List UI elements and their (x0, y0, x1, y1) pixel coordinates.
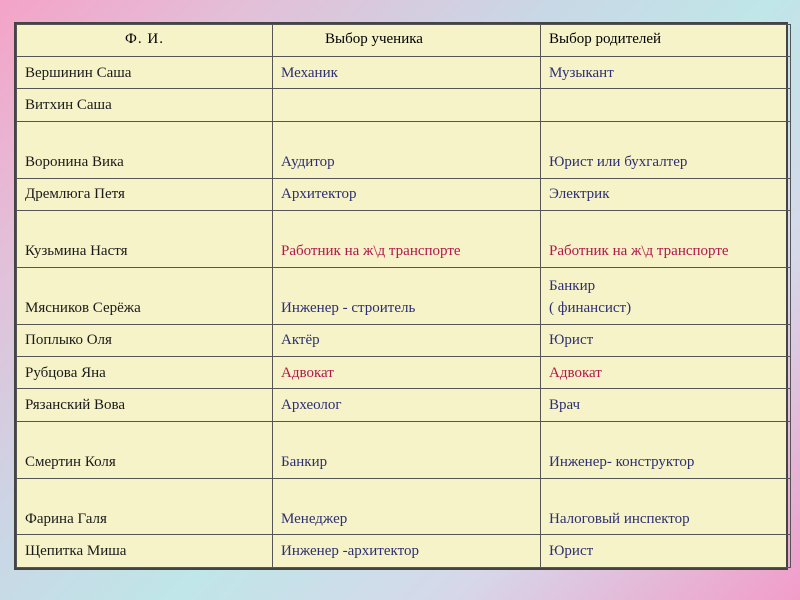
header-parents-choice: Выбор родителей (541, 25, 791, 57)
table-row (17, 178, 791, 210)
table-row (17, 478, 791, 535)
pupil-choice: Аудитор (273, 121, 541, 178)
table-row (17, 324, 791, 356)
student-name: Щепитка Миша (17, 535, 273, 568)
career-choice-table (16, 24, 791, 568)
pupil-choice (273, 89, 541, 121)
student-name: Воронина Вика (17, 121, 273, 178)
table-header-row (17, 25, 791, 57)
parents-choice: Электрик (541, 178, 791, 210)
student-name: Вершинин Саша (17, 57, 273, 89)
student-name: Дремлюга Петя (17, 178, 273, 210)
pupil-choice: Археолог (273, 389, 541, 421)
student-name: Поплыко Оля (17, 324, 273, 356)
student-name: Рубцова Яна (17, 357, 273, 389)
header-pupil-choice: Выбор ученика (273, 25, 541, 57)
table-row (17, 535, 791, 568)
student-name: Кузьмина Настя (17, 211, 273, 268)
parents-choice: Инженер- конструктор (541, 421, 791, 478)
student-name: Рязанский Вова (17, 389, 273, 421)
pupil-choice: Архитектор (273, 178, 541, 210)
parents-choice: Адвокат (541, 357, 791, 389)
table-row (17, 121, 791, 178)
student-name: Витхин Саша (17, 89, 273, 121)
parents-choice: Банкир ( финансист) (541, 267, 791, 324)
pupil-choice: Менеджер (273, 478, 541, 535)
table-row (17, 89, 791, 121)
parents-choice: Музыкант (541, 57, 791, 89)
table-row (17, 421, 791, 478)
pupil-choice: Механик (273, 57, 541, 89)
pupil-choice: Инженер - строитель (273, 267, 541, 324)
pupil-choice: Банкир (273, 421, 541, 478)
parents-choice: Врач (541, 389, 791, 421)
pupil-choice: Инженер -архитектор (273, 535, 541, 568)
student-name: Фарина Галя (17, 478, 273, 535)
parents-choice: Работник на ж\д транспорте (541, 211, 791, 268)
pupil-choice: Работник на ж\д транспорте (273, 211, 541, 268)
student-name: Смертин Коля (17, 421, 273, 478)
table-row (17, 57, 791, 89)
parents-choice: Юрист или бухгалтер (541, 121, 791, 178)
parents-choice: Налоговый инспектор (541, 478, 791, 535)
table-row (17, 357, 791, 389)
career-choice-table-container (14, 22, 788, 570)
table-row (17, 267, 791, 324)
parents-choice: Юрист (541, 535, 791, 568)
pupil-choice: Актёр (273, 324, 541, 356)
table-row (17, 389, 791, 421)
parents-choice (541, 89, 791, 121)
table-row (17, 211, 791, 268)
pupil-choice: Адвокат (273, 357, 541, 389)
header-name: Ф. И. (17, 25, 273, 57)
student-name: Мясников Серёжа (17, 267, 273, 324)
parents-choice: Юрист (541, 324, 791, 356)
